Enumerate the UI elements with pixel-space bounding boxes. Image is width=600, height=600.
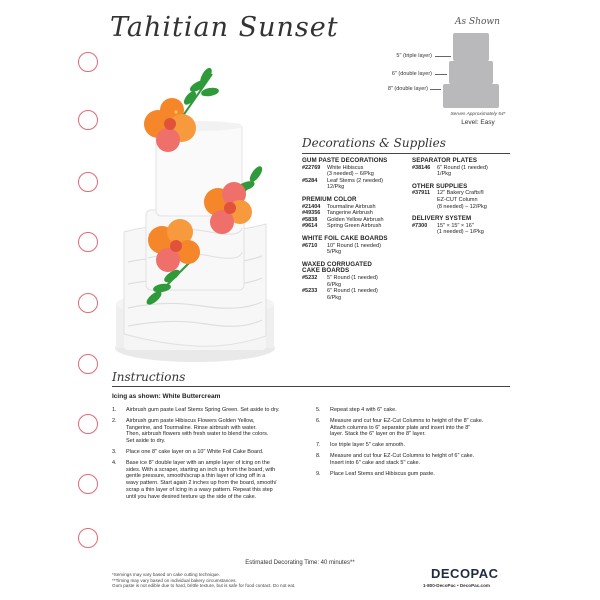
supplies-column-right bbox=[412, 158, 512, 236]
binder-hole bbox=[78, 528, 98, 548]
brand-logo: DECOPAC bbox=[431, 566, 499, 581]
level-text: Level: Easy bbox=[461, 119, 495, 126]
waxed-boards-heading: WAXED CORRUGATED CAKE BOARDS bbox=[302, 260, 372, 275]
decorations-heading: Decorations & Supplies bbox=[302, 136, 446, 150]
footnote: **Timing may vary based on individual bakery circumstances. bbox=[112, 577, 237, 583]
steps-left bbox=[112, 407, 312, 505]
instruction-step: 7. Ice triple layer 5" cake smooth. bbox=[316, 442, 406, 449]
supply-item: #5233 6" Round (1 needed) 6/Pkg bbox=[302, 288, 378, 301]
binder-hole bbox=[78, 172, 98, 192]
binder-hole bbox=[78, 110, 98, 130]
supplies-column-left bbox=[302, 158, 410, 301]
supply-item: #49356 Tangerine Airbrush bbox=[302, 210, 373, 217]
other-supplies-heading: OTHER SUPPLIES bbox=[412, 182, 468, 190]
instruction-step: 5. Repeat step 4 with 6" cake. bbox=[316, 407, 397, 413]
binder-hole bbox=[78, 293, 98, 313]
separator-heading: SEPARATOR PLATES bbox=[412, 157, 478, 164]
supply-item: #5838 Golden Yellow Airbrush bbox=[302, 216, 384, 223]
supply-item: #38146 6" Round (1 needed) 1/Pkg bbox=[412, 164, 488, 178]
supply-item: #9614 Spring Green Airbrush bbox=[302, 223, 382, 230]
instruction-step: 1. Airbrush gum paste Leaf Stems Spring Green. Set aside to dry. bbox=[112, 407, 280, 413]
footnote: *Servings may vary based on cake cutting technique. bbox=[112, 572, 221, 577]
tier-8-diagram bbox=[443, 84, 499, 108]
binder-hole bbox=[78, 354, 98, 374]
supply-item: #7300 15" × 15" × 16" (1 needed) – 1/Pkg bbox=[412, 222, 484, 236]
instruction-step: 2. Airbrush gum paste Hibiscus Flowers Golden Yellow, Tangerine, and Tourmaline. Rinse airbrush with water. Then, airbrush flowers with fresh water to blend the colors. Set aside to dry. bbox=[112, 417, 269, 445]
tier-leader-line bbox=[430, 89, 441, 90]
tier-leader-line bbox=[435, 74, 447, 75]
supply-item: #22769 White Hibiscus (3 needed) – 6/Pkg bbox=[302, 164, 374, 178]
instruction-step: 3. Place one 8" cake layer on a 10" White Foil Cake Board. bbox=[112, 448, 264, 455]
tier-6-diagram bbox=[449, 61, 493, 84]
binder-hole bbox=[78, 232, 98, 252]
supply-item: #5232 5" Round (1 needed) 6/Pkg bbox=[302, 274, 378, 288]
footnotes bbox=[112, 572, 295, 589]
tier-label-6: 6" (double layer) bbox=[391, 71, 432, 77]
section-divider bbox=[302, 153, 510, 154]
supply-item: #21404 Tourmaline Airbrush bbox=[302, 203, 376, 210]
foil-boards-heading: WHITE FOIL CAKE BOARDS bbox=[302, 234, 388, 242]
tier-leader-line bbox=[435, 56, 451, 57]
binder-hole bbox=[78, 414, 98, 434]
instruction-step: 4. Base ice 8" double layer with an ample layer of icing on the sides. With a scraper, starting an inch up from the board, with gentle pressure, smooth/scrap a thin layer of icing off in a wavy pattern. Start again 2 inches up from the board, smooth/ scrap a thin layer of icing in a wavy pattern. Repeat this step until you have desired texture up the side of the cake. bbox=[112, 459, 277, 500]
serves-text: Serves Approximately 54* bbox=[450, 112, 506, 117]
instruction-step: 9. Place Leaf Stems and Hibiscus gum paste. bbox=[316, 470, 435, 477]
binder-hole bbox=[78, 474, 98, 494]
tier-label-5: 5" (triple layer) bbox=[396, 53, 432, 59]
instructions-heading: Instructions bbox=[112, 370, 186, 384]
instruction-step: 8. Measure and cut four EZ-Cut Columns to height of 6" cake. Insert into 6" cake and stack 5" cake. bbox=[316, 452, 475, 466]
tier-label-8: 8" (double layer) bbox=[387, 86, 428, 92]
gum-paste-heading: GUM PASTE DECORATIONS bbox=[302, 157, 388, 164]
delivery-heading: DELIVERY SYSTEM bbox=[412, 215, 472, 223]
as-shown-title: As Shown bbox=[455, 17, 500, 27]
section-divider bbox=[112, 386, 510, 387]
page-title: Tahitian Sunset bbox=[110, 12, 339, 43]
icing-note: Icing as shown: White Buttercream bbox=[112, 393, 221, 400]
steps-right bbox=[316, 407, 516, 481]
supply-item: #37911 12" Bakery Crafts® EZ-CUT Column (8 needed) – 12/Pkg bbox=[412, 190, 487, 210]
tier-5-diagram bbox=[453, 33, 489, 61]
supply-item: #5284 Leaf Stems (2 needed) 12/Pkg bbox=[302, 177, 383, 191]
binder-hole bbox=[78, 52, 98, 72]
supply-item: #6710 10" Round (1 needed) 5/Pkg bbox=[302, 242, 381, 256]
premium-color-heading: PREMIUM COLOR bbox=[302, 195, 357, 203]
cake-photo bbox=[110, 62, 290, 372]
footnote: Gum paste is not edible due to hard, brittle texture, but is safe for food contact. Do not eat. bbox=[112, 583, 296, 589]
brand-contact: 1-800-DecoPac • DecoPac.com bbox=[423, 583, 490, 588]
estimated-time: Estimated Decorating Time: 40 minutes** bbox=[245, 560, 355, 566]
instruction-step: 6. Measure and cut four EZ-Cut Columns to height of the 8" cake. Attach columns to 6" separator plate and insert into the 8" layer. Stack the 6" layer on the 8" layer. bbox=[316, 417, 484, 438]
